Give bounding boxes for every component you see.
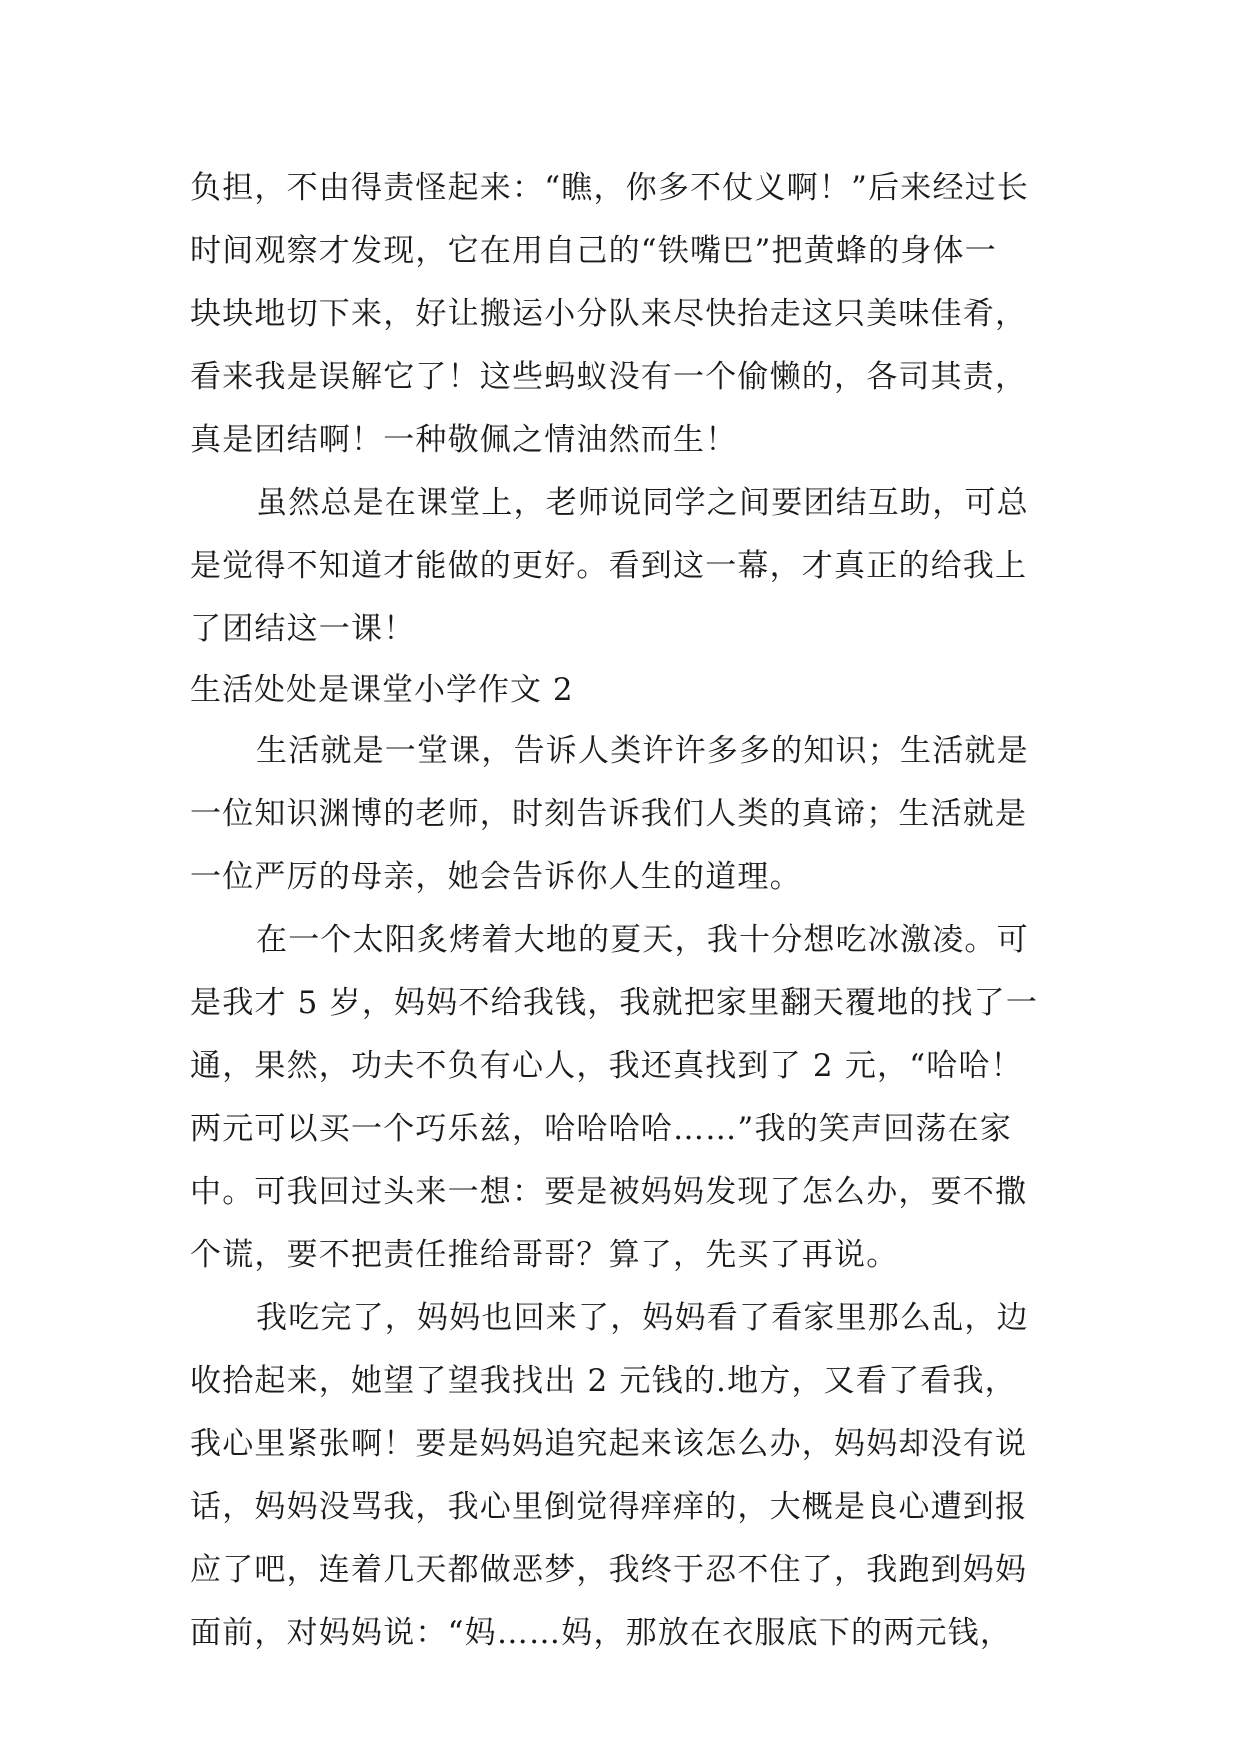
text-line: 看来我是误解它了！这些蚂蚁没有一个偷懒的，各司其责， (190, 359, 1028, 395)
text-line: 两元可以买一个巧乐兹，哈哈哈哈……”我的笑声回荡在家 (190, 1111, 1013, 1147)
text-line: 通，果然，功夫不负有心人，我还真找到了 2 元，“哈哈！ (190, 1048, 1023, 1084)
text-line: 了团结这一课！ (190, 611, 416, 647)
paragraph-start-line: 生活就是一堂课，告诉人类许许多多的知识；生活就是 (256, 733, 1029, 769)
text-line: 是我才 5 岁，妈妈不给我钱，我就把家里翻天覆地的找了一 (190, 985, 1039, 1021)
text-line: 一位知识渊博的老师，时刻告诉我们人类的真谛；生活就是 (190, 796, 1028, 832)
text-line: 负担，不由得责怪起来：“瞧，你多不仗义啊！”后来经过长 (190, 170, 1030, 206)
text-line: 时间观察才发现，它在用自己的“铁嘴巴”把黄蜂的身体一 (190, 233, 997, 269)
text-line: 一位严厉的母亲，她会告诉你人生的道理。 (190, 859, 802, 895)
text-line: 话，妈妈没骂我，我心里倒觉得痒痒的，大概是良心遭到报 (190, 1489, 1028, 1525)
text-line: 块块地切下来，好让搬运小分队来尽快抬走这只美味佳肴， (190, 296, 1028, 332)
paragraph-start-line: 虽然总是在课堂上，老师说同学之间要团结互助，可总 (256, 485, 1029, 521)
paragraph-start-line: 我吃完了，妈妈也回来了，妈妈看了看家里那么乱，边 (256, 1300, 1029, 1336)
paragraph-start-line: 在一个太阳炙烤着大地的夏天，我十分想吃冰激凌。可 (256, 922, 1029, 958)
text-line: 是觉得不知道才能做的更好。看到这一幕，才真正的给我上 (190, 548, 1028, 584)
text-line: 收拾起来，她望了望我找出 2 元钱的.地方，又看了看我， (190, 1363, 1017, 1399)
text-line: 面前，对妈妈说：“妈……妈，那放在衣服底下的两元钱， (190, 1615, 1013, 1651)
text-line: 我心里紧张啊！要是妈妈追究起来该怎么办，妈妈却没有说 (190, 1426, 1028, 1462)
text-line: 真是团结啊！一种敬佩之情油然而生！ (190, 422, 738, 458)
section-heading: 生活处处是课堂小学作文 2 (190, 672, 574, 708)
text-line: 中。可我回过头来一想：要是被妈妈发现了怎么办，要不撒 (190, 1174, 1028, 1210)
text-line: 应了吧，连着几天都做恶梦，我终于忍不住了，我跑到妈妈 (190, 1552, 1028, 1588)
text-line: 个谎，要不把责任推给哥哥？算了，先买了再说。 (190, 1237, 899, 1273)
